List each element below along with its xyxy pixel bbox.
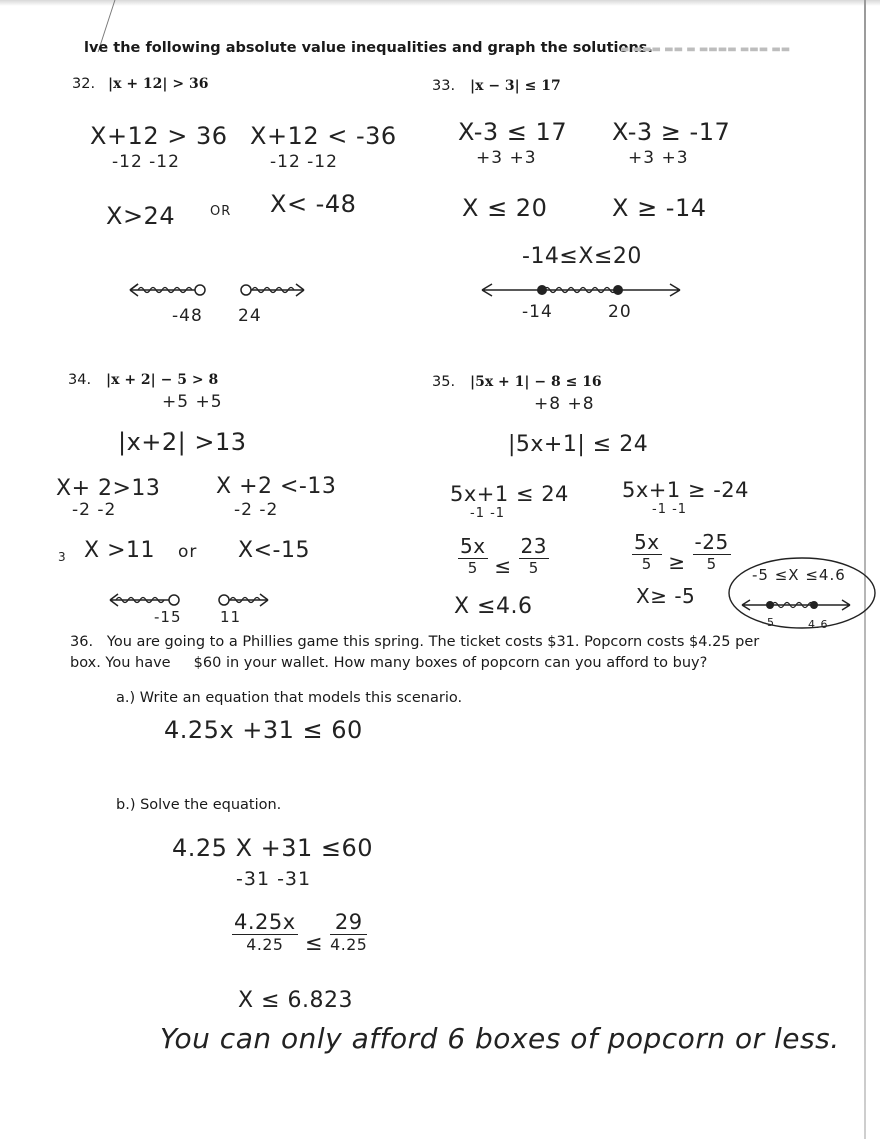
problem-32-number: 32. xyxy=(72,76,96,92)
p34-graph-label-2: 11 xyxy=(220,608,242,626)
p33-graph-label-1: -14 xyxy=(522,302,553,322)
problem-35-number: 35. xyxy=(432,374,456,390)
p35-div-right-rel: ≥ xyxy=(668,550,686,574)
p35-step1: +8 +8 xyxy=(534,394,595,414)
p34-work-right-1: X +2 <-13 xyxy=(216,474,337,499)
p35-graph-label-1: -5 xyxy=(762,616,775,629)
p35-result-right: X≥ -5 xyxy=(636,584,696,608)
scan-top-shadow xyxy=(0,0,880,6)
part-b-div-den: 4.25 xyxy=(246,935,284,954)
problem-34-statement: |x + 2| − 5 > 8 xyxy=(106,372,219,388)
p34-connector: or xyxy=(178,542,198,562)
p34-result-right: X<-15 xyxy=(238,538,310,563)
problem-36-line-1 xyxy=(70,634,759,650)
p35-graph-label-2: 4.6 xyxy=(808,618,829,631)
p35-div-left-rel: ≤ xyxy=(494,554,512,578)
problem-36-text-2: box. You have $60 in your wallet. How many boxes of popcorn can you afford to buy? xyxy=(70,655,708,671)
p35-division-left xyxy=(458,534,549,578)
p32-work-right-2: -12 -12 xyxy=(270,152,338,172)
p32-work-left-2: -12 -12 xyxy=(112,152,180,172)
p34-simplified: |x+2| >13 xyxy=(118,428,247,456)
p33-result-left: X ≤ 20 xyxy=(462,194,548,222)
bleed-through-text: ▬ ▬▬▬ ▬▬ ▬ ▬▬▬▬ ▬▬▬ ▬▬ xyxy=(620,44,791,55)
p34-graph-label-1: -15 xyxy=(154,608,182,626)
p35-work-right-2: -1 -1 xyxy=(652,502,688,517)
p33-work-right-1: X-3 ≥ -17 xyxy=(612,118,731,146)
part-b-div-den-r: 4.25 xyxy=(330,935,368,954)
p35-div-right-rhs: -25 xyxy=(694,530,729,554)
p35-div-right-num: 5x xyxy=(634,530,660,554)
p33-work-right-2: +3 +3 xyxy=(628,148,689,168)
problem-34-number: 34. xyxy=(68,372,92,388)
p34-result-left: X >11 xyxy=(84,538,155,563)
p34-work-right-2: -2 -2 xyxy=(234,500,279,520)
part-b-div-rhs: 29 xyxy=(330,910,367,935)
problem-33-statement: |x − 3| ≤ 17 xyxy=(470,78,561,94)
p34-step1: +5 +5 xyxy=(162,392,223,412)
p32-number-line xyxy=(128,278,312,302)
p32-work-left-1: X+12 > 36 xyxy=(90,122,228,150)
part-b-div-num: 4.25x xyxy=(234,910,296,934)
problem-32-statement: |x + 12| > 36 xyxy=(108,76,209,92)
part-a-answer: 4.25x +31 ≤ 60 xyxy=(164,716,363,744)
p35-combined: -5 ≤X ≤4.6 xyxy=(752,566,846,584)
p33-result-right: X ≥ -14 xyxy=(612,194,707,222)
p35-div-left-den: 5 xyxy=(467,559,478,577)
p35-div-left-den-r: 5 xyxy=(528,559,539,577)
p35-work-left-1: 5x+1 ≤ 24 xyxy=(450,482,569,506)
problem-36-text-1: You are going to a Phillies game this spring. The ticket costs $31. Popcorn costs $4.25 per xyxy=(106,634,760,650)
conclusion: You can only afford 6 boxes of popcorn or less. xyxy=(160,1022,840,1055)
p33-work-left-2: +3 +3 xyxy=(476,148,537,168)
part-b-label: b.) Solve the equation. xyxy=(116,797,282,813)
part-a-label: a.) Write an equation that models this scenario. xyxy=(116,690,463,706)
part-b-line-2: -31 -31 xyxy=(236,868,312,890)
p32-graph-label-1: -48 xyxy=(172,306,203,326)
p34-work-left-1: X+ 2>13 xyxy=(56,476,161,501)
p35-div-left-rhs: 23 xyxy=(520,534,547,558)
part-b-div-rel: ≤ xyxy=(304,931,323,955)
p35-div-right-den: 5 xyxy=(641,555,652,573)
instructions: lve the following absolute value inequalities and graph the solutions. xyxy=(84,40,653,56)
p32-result-right: X< -48 xyxy=(270,190,357,218)
p35-division-right xyxy=(632,530,731,574)
p34-number-line xyxy=(108,588,274,612)
problem-35-statement: |5x + 1| − 8 ≤ 16 xyxy=(470,374,602,390)
p32-work-right-1: X+12 < -36 xyxy=(250,122,397,150)
p32-connector: OR xyxy=(210,204,232,219)
p33-work-left-1: X-3 ≤ 17 xyxy=(458,118,568,146)
part-b-line-1: 4.25 X +31 ≤60 xyxy=(172,834,374,862)
part-b-division xyxy=(232,910,367,955)
p35-div-right-den-r: 5 xyxy=(706,555,717,573)
p35-simplified: |5x+1| ≤ 24 xyxy=(508,432,649,457)
p35-work-right-1: 5x+1 ≥ -24 xyxy=(622,478,749,502)
p34-margin-mark: 3 xyxy=(58,550,67,564)
p32-graph-label-2: 24 xyxy=(238,306,262,326)
p35-result-left: X ≤4.6 xyxy=(454,594,533,619)
problem-33-number: 33. xyxy=(432,78,456,94)
problem-36-number: 36. xyxy=(70,634,94,650)
p34-work-left-2: -2 -2 xyxy=(72,500,117,520)
p33-number-line xyxy=(480,278,686,302)
p35-work-left-2: -1 -1 xyxy=(470,506,506,521)
p33-graph-label-2: 20 xyxy=(608,302,632,322)
p32-result-left: X>24 xyxy=(106,202,176,230)
p35-div-left-num: 5x xyxy=(460,534,486,558)
p33-combined: -14≤X≤20 xyxy=(522,244,642,269)
part-b-result: X ≤ 6.823 xyxy=(238,988,353,1013)
